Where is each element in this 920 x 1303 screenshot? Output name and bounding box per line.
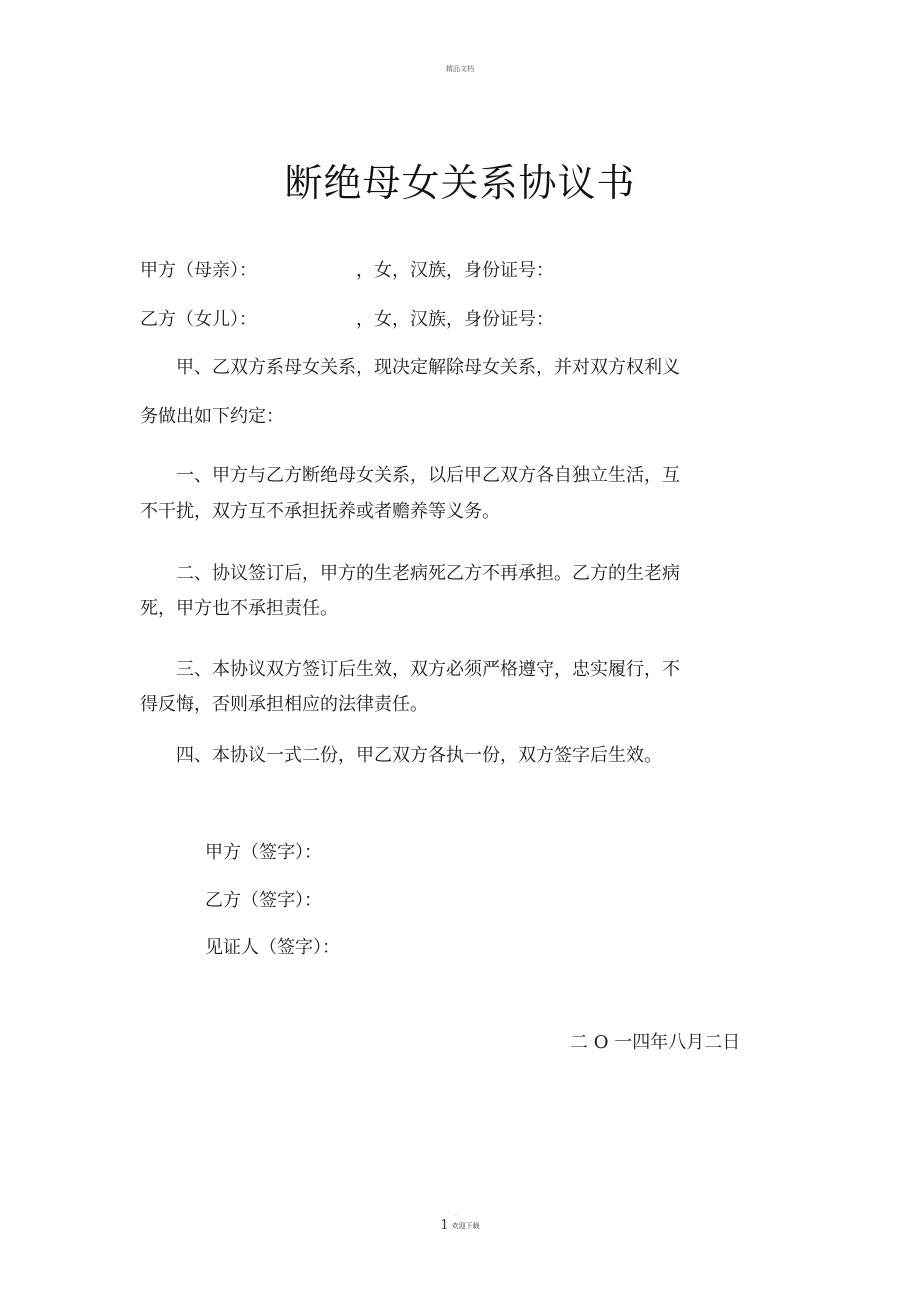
clause-3-line-2: 得反悔，否则承担相应的法律责任。 (140, 694, 428, 715)
clause-3-line-1: 三、本协议双方签订后生效，双方必须严格遵守，忠实履行，不 (176, 659, 680, 680)
intro-line-2: 务做出如下约定： (140, 406, 284, 427)
clause-4-line-1: 四、本协议一式二份，甲乙双方各执一份，双方签字后生效。 (176, 745, 662, 766)
intro-line-1: 甲、乙双方系母女关系，现决定解除母女关系，并对双方权利义 (176, 357, 680, 378)
clause-2-line-1: 二、协议签订后，甲方的生老病死乙方不再承担。乙方的生老病 (176, 563, 680, 584)
clause-1-line-1: 一、甲方与乙方断绝母女关系，以后甲乙双方各自独立生活，互 (176, 465, 680, 486)
party-a-label: 甲方（母亲）： (140, 260, 257, 281)
page-footer (0, 1218, 920, 1233)
clause-2-line-2: 死，甲方也不承担责任。 (140, 598, 338, 619)
header-watermark: 精品文档 (446, 65, 474, 73)
footer-text: 欢迎下载 (451, 1222, 480, 1230)
document-title: 断绝母女关系协议书 (284, 161, 636, 205)
clause-1-line-2: 不干扰，双方互不承担抚养或者赡养等义务。 (140, 501, 500, 522)
party-b-details: ，女，汉族，身份证号： (356, 309, 554, 330)
party-a-details: ，女，汉族，身份证号： (356, 260, 554, 281)
page-number: 1 (440, 1218, 449, 1233)
signature-party-a: 甲方（签字）： (205, 842, 322, 863)
party-b-label: 乙方（女儿）： (140, 309, 257, 330)
signature-party-b: 乙方（签字）： (205, 890, 322, 911)
footer-dot: . (455, 1211, 457, 1218)
signature-witness: 见证人（签字）： (205, 937, 340, 958)
agreement-date: 二 O 一四年八月二日 (570, 1032, 741, 1053)
